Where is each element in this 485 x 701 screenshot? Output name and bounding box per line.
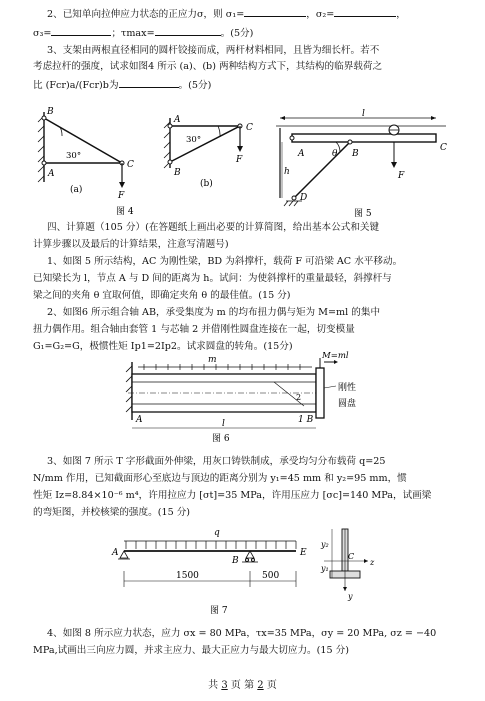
fig6-disk-label1: 刚性 [338,383,357,393]
fig4-caption: 图 4 [116,207,134,217]
c4-line2: MPa,试画出三向应力圆，并求主应力、最大正应力与最大切应力。(15 分) [33,645,349,656]
c4-line1: 4、如图 8 所示应力状态，应力 σx = 80 MPa，τx=35 MPa，σy = 20 MPa, σz = −40 [47,628,437,639]
fig6-label-l: l [222,419,225,429]
fig5-label-D: D [300,193,308,203]
fig5-label-A: A [298,149,305,159]
figure-7 [110,525,380,617]
section4-heading: 四、计算题（105 分）(在答题纸上画出必要的计算简图，给出基本公式和关键 [47,222,380,233]
c2-line3: G₁=G₂=G，极惯性矩 Ip1=2Ip2。试求圆盘的转角。(15分) [33,341,293,352]
fig7-label-E: E [300,548,307,558]
fig7-dim-1500: 1500 [176,571,199,581]
fig4a-label-B: B [47,107,54,117]
fig7-label-y: y [348,592,353,601]
fig7-label-q: q [214,528,220,538]
figure-6 [124,350,394,442]
q3-line2: 考虑拉杆的强度，试求如图4 所示 (a)、(b) 两种结构方式下，其结构的临界载荷之 [33,61,383,72]
fig7-label-y2: y₂ [321,540,329,549]
fig7-label-B: B [232,556,239,566]
c1-line3: 梁之间的夹角 θ 宜取何值，即确定夹角 θ 的最佳值。(15 分) [33,290,291,301]
figure-4 [30,100,270,218]
fig5-label-F: F [398,171,405,181]
fig6-caption: 图 6 [212,434,230,442]
fig5-label-B: B [352,149,359,159]
fig6-label-B: 1 B [298,415,314,425]
fig4b-label-B: B [174,168,181,178]
c1-line1: 1、如图 5 所示结构，AC 为刚性梁，BD 为斜撑杆，载荷 F 可沿梁 AC 水平移动。 [47,256,403,267]
fig5-label-l: l [362,109,365,119]
fig4a-label-C: C [127,160,134,170]
fig4b-sublabel: (b) [200,179,213,189]
current-page: 2 [257,680,264,691]
figure-5 [274,108,454,220]
fig4b-angle: 30° [186,135,202,145]
fig7-caption: 图 7 [210,606,228,616]
fig5-caption: 图 5 [354,209,372,219]
q2-line1: 2、已知单向拉伸应力状态的正应力σ，则 σ₁= ，σ₂= ， [47,6,467,21]
fig4b-label-A: A [174,115,181,125]
fig6-disk-label2: 圆盘 [338,399,357,409]
fig6-label-A: A [136,415,143,425]
fig4a-label-A: A [48,169,55,179]
fig7-label-y1: y₁ [321,564,329,573]
fig5-label-h: h [284,167,290,177]
c3-line4: 的弯矩图，并校核梁的强度。(15 分) [33,507,191,518]
fig4a-label-F: F [118,191,125,201]
fig4a-angle: 30° [66,151,82,161]
fig6-label-M: M=ml [322,351,349,361]
fig7-label-A: A [112,548,119,558]
total-pages: 3 [221,680,228,691]
fig4a-sublabel: (a) [70,185,83,195]
fig6-label-2: 2 [296,393,302,402]
fig4b-label-C: C [246,123,253,133]
fig6-label-m: m [208,355,217,365]
fig4b-label-F: F [236,155,243,165]
c2-line1: 2、如图6 所示组合轴 AB，承受集度为 m 的均布扭力偶与矩为 M=ml 的集中 [47,307,381,318]
c2-line2: 扭力偶作用。组合轴由套管 1 与芯轴 2 并借刚性圆盘连接在一起，切变模量 [33,324,355,335]
c3-line3: 性矩 Iz=8.84×10⁻⁶ m⁴，许用拉应力 [σt]=35 MPa，许用压应力 [σc]=140 MPa，试画梁 [33,490,432,501]
fig7-label-C: C [348,552,355,561]
q3-line1: 3、支架由两根直径相同的圆杆铰接而成，两杆材料相同，且皆为细长杆。若不 [47,45,380,56]
fig5-label-C: C [440,143,447,153]
fig7-label-z: z [370,558,375,567]
section4-heading2: 计算步骤以及最后的计算结果，注意写清题号) [33,239,229,250]
fig7-dim-500: 500 [262,571,280,581]
c1-line2: 已知梁长为 l，节点 A 与 D 间的距离为 h。试问：为使斜撑杆的重量最轻，斜撑杆与 [33,273,392,284]
page-footer: 共 3 页 第 2 页 [208,680,277,691]
fig5-label-theta: θ [332,149,338,159]
q3-line3: 比 (Fcr)a/(Fcr)b为 。(5分) [33,77,453,92]
c3-line1: 3、如图 7 所示 T 字形截面外伸梁，用灰口铸铁制成，承受均匀分布载荷 q=25 [47,456,386,467]
c3-line2: N/mm 作用，已知截面形心至底边与顶边的距离分别为 y₁=45 mm 和 y₂=95 mm，惯 [33,473,407,484]
q2-line2: σ₃= ；τmax= 。(5分) [33,25,453,40]
